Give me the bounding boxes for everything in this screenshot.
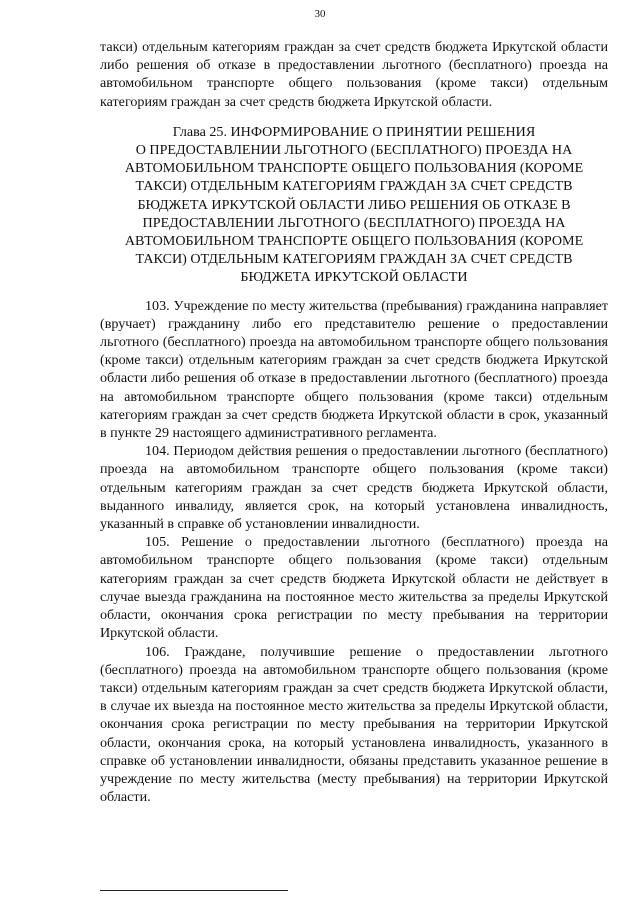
chapter-heading-line: ПРЕДОСТАВЛЕНИИ ЛЬГОТНОГО (БЕСПЛАТНОГО) ПРОЕЗДА НА <box>142 214 566 231</box>
footnote-divider <box>100 890 288 891</box>
chapter-heading-line: ТАКСИ) ОТДЕЛЬНЫМ КАТЕГОРИЯМ ГРАЖДАН ЗА СЧЕТ СРЕДСТВ <box>135 251 573 268</box>
chapter-heading-line: О ПРЕДОСТАВЛЕНИИ ЛЬГОТНОГО (БЕСПЛАТНОГО) ПРОЕЗДА НА <box>135 142 573 159</box>
paragraph-105: 105. Решение о предоставлении льготного (бесплатного) проезда на автомобильном транспорте общего пользования (кроме такси) отдельным категориям граждан за счет средств бюджета Иркутской области не действует в случае выезда гражданина на постоянное место жительства за пределы Иркутской области, окончания срока регистрации по месту пребывания на территории Иркутской области. <box>100 534 608 642</box>
page-number: 30 <box>314 8 326 20</box>
chapter-heading-line: БЮДЖЕТА ИРКУТСКОЙ ОБЛАСТИ ЛИБО РЕШЕНИЯ ОБ ОТКАЗЕ В <box>137 196 571 213</box>
chapter-heading <box>100 123 608 287</box>
paragraph-106: 106. Граждане, получившие решение о предоставлении льготного (бесплатного) проезда на автомобильном транспорте общего пользования (кроме такси) отдельным категориям граждан за счет средств бюджета Иркутской области, в случае их выезда на постоянное место жительства за пределы Иркутской области, окончания срока регистрации по месту пребывания на территории Иркутской области, окончания срока, на который установлена инвалидность, указанного в справке об установлении инвалидности, обязаны представить указанное решение в учреждение по месту жительства (месту пребывания) на территории Иркутской области. <box>100 643 608 806</box>
chapter-heading-line: АВТОМОБИЛЬНОМ ТРАНСПОРТЕ ОБЩЕГО ПОЛЬЗОВАНИЯ (КОРОМЕ <box>124 160 584 177</box>
chapter-heading-line: АВТОМОБИЛЬНОМ ТРАНСПОРТЕ ОБЩЕГО ПОЛЬЗОВАНИЯ (КОРОМЕ <box>124 233 584 250</box>
paragraph-104: 104. Периодом действия решения о предоставлении льготного (бесплатного) проезда на автомобильном транспорте общего пользования (кроме такси) отдельным категориям граждан за счет средств бюджета Иркутской области, выданного инвалиду, является срок, на который установлена инвалидность, указанный в справке об установлении инвалидности. <box>100 443 608 533</box>
chapter-heading-line: Глава 25. ИНФОРМИРОВАНИЕ О ПРИНЯТИИ РЕШЕНИЯ <box>172 123 536 140</box>
chapter-heading-line: БЮДЖЕТА ИРКУТСКОЙ ОБЛАСТИ <box>240 269 468 286</box>
page-content <box>100 38 608 806</box>
paragraph-103: 103. Учреждение по месту жительства (пребывания) гражданина направляет (вручает) гражданину либо его представителю решение о предоставлении льготного (бесплатного) проезда на автомобильном транспорте общего пользования (кроме такси) отдельным категориям граждан за счет средств бюджета Иркутской области либо решения об отказе в предоставлении льготного (бесплатного) проезда на автомобильном транспорте общего пользования (кроме такси) отдельным категориям граждан за счет средств бюджета Иркутской области в срок, указанный в пункте 29 настоящего административного регламента. <box>100 297 608 442</box>
chapter-heading-line: ТАКСИ) ОТДЕЛЬНЫМ КАТЕГОРИЯМ ГРАЖДАН ЗА СЧЕТ СРЕДСТВ <box>135 178 573 195</box>
intro-paragraph: такси) отдельным категориям граждан за счет средств бюджета Иркутской области либо решения об отказе в предоставлении льготного (бесплатного) проезда на автомобильном транспорте общего пользования (кроме такси) отдельным категориям граждан за счет средств бюджета Иркутской области. <box>100 39 608 110</box>
